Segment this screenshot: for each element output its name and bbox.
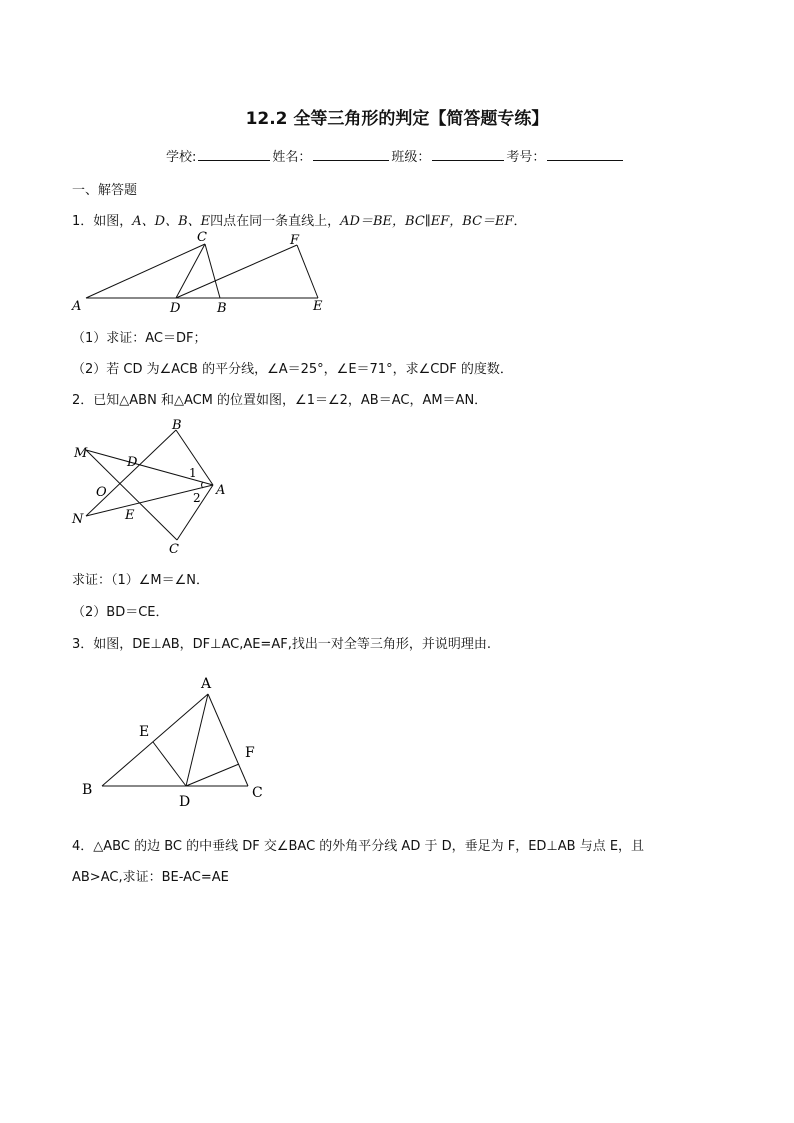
exam-number-label: 考号：	[506, 150, 546, 165]
q2-statement	[72, 389, 487, 408]
q1-text-a: 如图，	[93, 214, 133, 229]
q2-number: 2．	[72, 393, 94, 408]
q1-figure	[68, 228, 338, 320]
q4-statement	[72, 835, 644, 854]
q3-label-f: F	[245, 745, 255, 761]
q2-text: 已知△ABN 和△ACM 的位置如图，∠1＝∠2，AB＝AC，AM＝AN．	[93, 393, 488, 408]
q1-label-d: D	[170, 301, 181, 316]
q2-label-d: D	[127, 455, 138, 470]
class-blank[interactable]	[432, 148, 504, 161]
q2-angle-1: 1	[189, 466, 197, 480]
class-label: 班级：	[391, 150, 431, 165]
q2-part1: 求证：（1）∠M＝∠N．	[72, 573, 210, 588]
q3-label-e: E	[139, 724, 150, 740]
page-title: 12.2 全等三角形的判定【简答题专练】	[245, 109, 549, 129]
q3-label-d: D	[179, 794, 191, 810]
q1-text-c: 四点在同一条直线上，	[210, 214, 341, 229]
q2-angle-2: 2	[193, 491, 201, 505]
q2-figure	[66, 414, 241, 562]
q1-text-e: ．	[513, 214, 527, 229]
exam-number-blank[interactable]	[547, 148, 623, 161]
q1-statement	[72, 210, 527, 229]
q4-line1: △ABC 的边 BC 的中垂线 DF 交∠BAC 的外角平分线 AD 于 D，垂足为 F，ED⊥AB 与点 E，且	[93, 839, 645, 854]
section-heading: 一、解答题	[72, 183, 138, 198]
q1-label-b: B	[217, 301, 227, 316]
q1-label-a: A	[72, 299, 82, 314]
q3-statement	[72, 633, 491, 652]
q2-label-n: N	[72, 512, 84, 527]
q2-label-o: O	[96, 485, 107, 500]
name-blank[interactable]	[313, 148, 389, 161]
q2-part2: （2）BD＝CE．	[72, 605, 169, 620]
q1-points: A、D、B、E	[132, 214, 211, 229]
q1-label-f: F	[290, 233, 300, 248]
school-label: 学校:	[166, 150, 197, 165]
school-blank[interactable]	[198, 148, 270, 161]
q1-label-c: C	[197, 230, 207, 245]
q4-line2: AB>AC,求证：BE-AC=AE	[72, 870, 229, 885]
q3-label-b: B	[82, 782, 93, 798]
q3-figure	[76, 670, 276, 810]
q2-label-c: C	[169, 542, 179, 557]
name-label: 姓名：	[272, 150, 312, 165]
q2-label-a: A	[216, 483, 226, 498]
q3-number: 3．	[72, 637, 94, 652]
q3-label-a: A	[201, 676, 212, 692]
q2-label-b: B	[172, 418, 182, 433]
q1-part1: （1）求证：AC＝DF；	[72, 331, 207, 346]
q1-label-e: E	[313, 299, 323, 314]
q1-number: 1．	[72, 214, 94, 229]
student-info-line	[166, 146, 625, 165]
q2-label-e: E	[125, 508, 135, 523]
q2-label-m: M	[74, 446, 88, 461]
q1-conditions: AD＝BE，BC∥EF，BC＝EF	[340, 214, 514, 229]
q3-text: 如图，DE⊥AB，DF⊥AC,AE=AF,找出一对全等三角形，并说明理由.	[93, 637, 491, 652]
q3-label-c: C	[252, 785, 263, 801]
q4-number: 4．	[72, 839, 94, 854]
q1-part2: （2）若 CD 为∠ACB 的平分线，∠A＝25°，∠E＝71°，求∠CDF 的度数．	[72, 362, 513, 377]
